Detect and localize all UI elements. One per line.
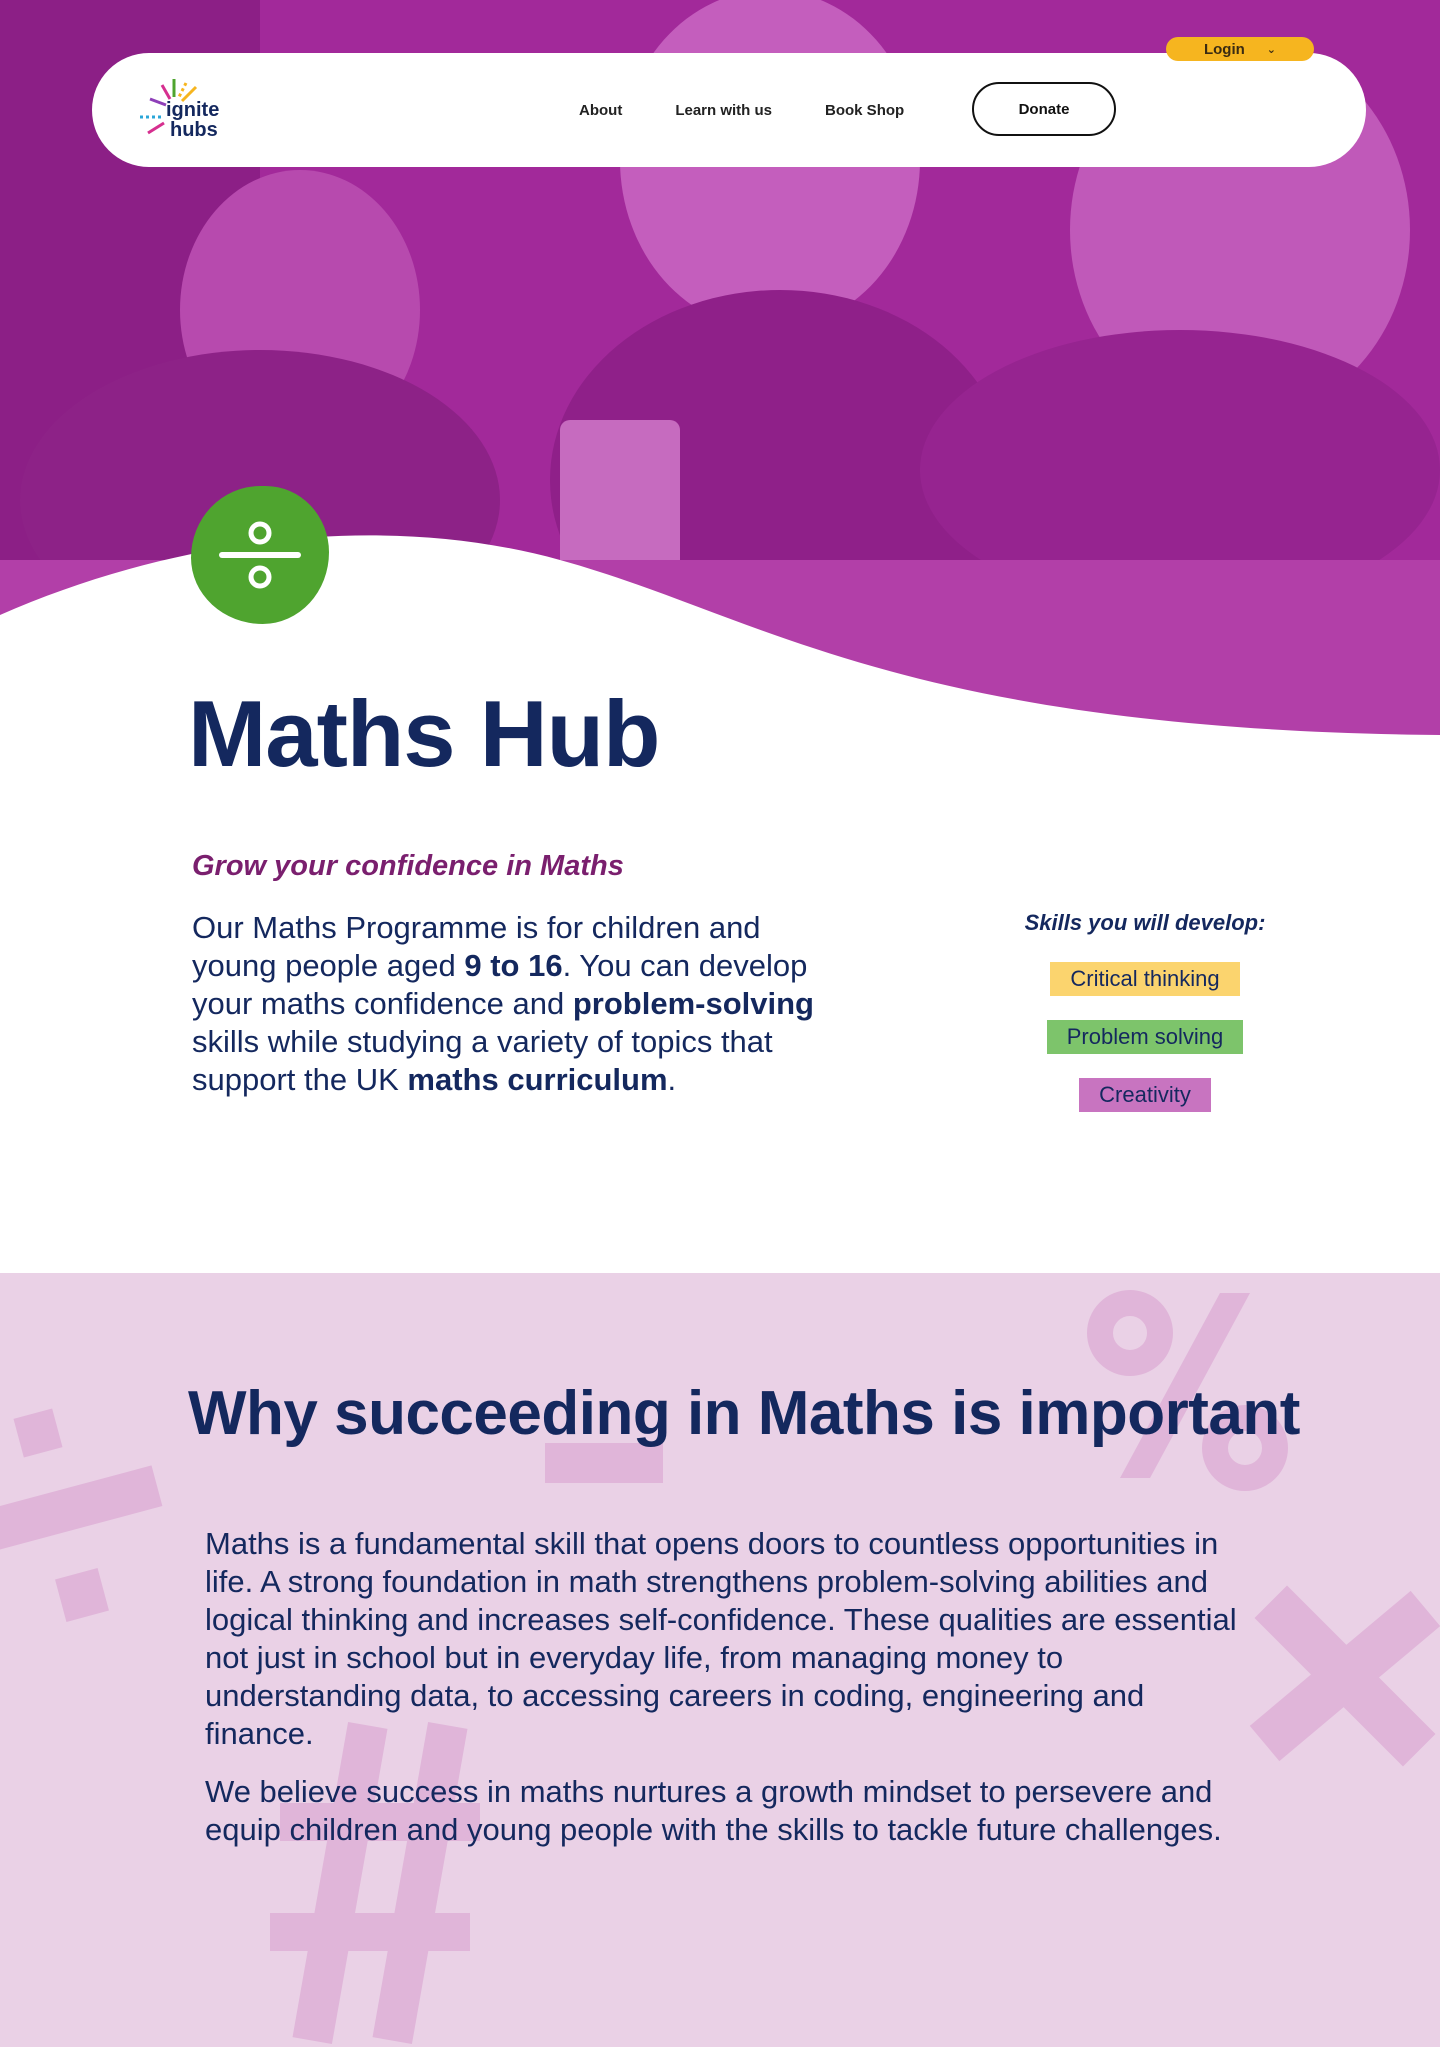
intro-paragraph bbox=[192, 909, 852, 1099]
intro-problem-solving: problem-solving bbox=[572, 986, 814, 1021]
skill-tag-critical-thinking: Critical thinking bbox=[1050, 962, 1239, 996]
logo-text bbox=[166, 100, 219, 140]
intro-text: . You can develop your maths confidence and bbox=[192, 948, 808, 1021]
chevron-down-icon: ⌄ bbox=[1266, 43, 1277, 56]
skills-heading: Skills you will develop: bbox=[1024, 910, 1266, 935]
nav-links bbox=[579, 53, 904, 167]
top-navigation bbox=[92, 53, 1366, 167]
why-section-title: Why succeeding in Maths is important bbox=[188, 1379, 1300, 1448]
why-maths-section bbox=[0, 1273, 1440, 2047]
page-title: Maths Hub bbox=[188, 681, 660, 786]
login-label: Login bbox=[1203, 40, 1245, 58]
intro-age-range: 9 to 16 bbox=[464, 948, 563, 983]
divide-icon bbox=[191, 486, 329, 624]
intro-text: skills while studying a variety of topics that support the UK bbox=[192, 1024, 773, 1097]
intro-text: . bbox=[667, 1062, 677, 1097]
donate-button[interactable]: Donate bbox=[972, 82, 1116, 136]
skill-tag-creativity: Creativity bbox=[1079, 1078, 1211, 1112]
why-paragraph-2: We believe success in maths nurtures a growth mindset to persevere and equip children and young people with the skills to tackle future challenges. bbox=[205, 1774, 1222, 1847]
nav-book-shop[interactable]: Book Shop bbox=[825, 101, 905, 119]
nav-about[interactable]: About bbox=[579, 101, 623, 119]
intro-subtitle: Grow your confidence in Maths bbox=[192, 850, 624, 882]
intro-maths-curriculum: maths curriculum bbox=[407, 1062, 668, 1097]
skills-panel bbox=[1000, 910, 1290, 1136]
logo-line-2: hubs bbox=[170, 119, 218, 141]
intro-text: Our Maths Programme is for children and young people aged bbox=[192, 910, 761, 983]
skill-tag-problem-solving: Problem solving bbox=[1047, 1020, 1244, 1054]
login-button[interactable] bbox=[1166, 37, 1314, 61]
nav-learn-with-us[interactable]: Learn with us bbox=[675, 101, 773, 119]
why-paragraph-1: Maths is a fundamental skill that opens doors to countless opportunities in life. A strong foundation in math strengthens problem-solving abilities and logical thinking and increases self-confidence. These qualities are essential not just in school but in everyday life, from managing money to understanding data, to accessing careers in coding, engineering and finance. bbox=[205, 1526, 1237, 1751]
logo-line-1: ignite bbox=[166, 99, 220, 121]
